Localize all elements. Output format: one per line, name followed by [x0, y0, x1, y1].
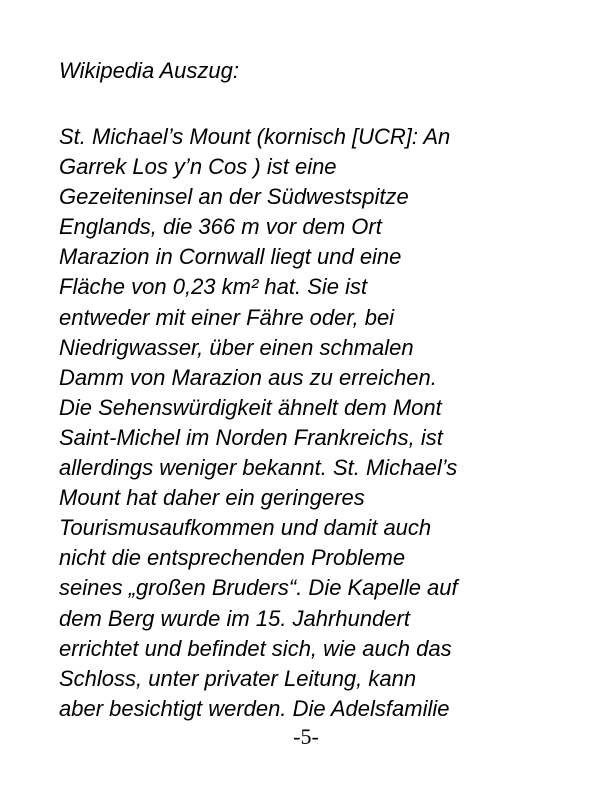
body-line: Gezeiteninsel an der Südwestspitze: [59, 184, 409, 210]
body-line: Damm von Marazion aus zu erreichen.: [59, 364, 437, 390]
body-line: entweder mit einer Fähre oder, bei: [59, 304, 395, 330]
body-line: Marazion in Cornwall liegt und eine: [59, 244, 402, 270]
body-line: Englands, die 366 m vor dem Ort: [59, 214, 382, 240]
body-line: aber besichtigt werden. Die Adelsfamilie: [59, 695, 450, 721]
body-line: dem Berg wurde im 15. Jahrhundert: [59, 605, 410, 631]
body-line: Saint-Michel im Norden Frankreichs, ist: [59, 424, 443, 450]
body-line: nicht die entsprechenden Probleme: [59, 545, 406, 571]
body-line: seines „großen Bruders“. Die Kapelle auf: [59, 575, 458, 601]
body-line: errichtet und befindet sich, wie auch das: [59, 635, 452, 661]
body-paragraph: [59, 122, 559, 724]
body-line: Mount hat daher ein geringeres: [59, 485, 365, 511]
body-line: St. Michael’s Mount (kornisch [UCR]: An: [59, 124, 451, 149]
section-heading: Wikipedia Auszug:: [59, 58, 239, 83]
body-line: Fläche von 0,23 km² hat. Sie ist: [59, 274, 368, 300]
page-number: -5-: [293, 724, 319, 749]
body-line: Garrek Los y’n Cos ) ist eine: [59, 154, 337, 180]
body-line: allerdings weniger bekannt. St. Michael’s: [59, 455, 458, 481]
body-line: Die Sehenswürdigkeit ähnelt dem Mont: [59, 394, 442, 420]
body-line: Niedrigwasser, über einen schmalen: [59, 334, 414, 360]
body-line: Tourismusaufkommen und damit auch: [59, 515, 432, 541]
body-line: Schloss, unter privater Leitung, kann: [59, 665, 417, 691]
